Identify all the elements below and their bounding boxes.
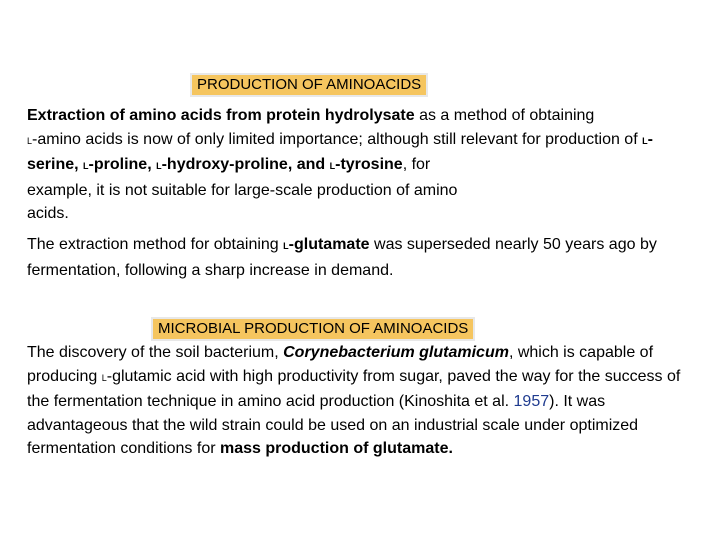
bold-mass-production: mass production of glutamate.	[220, 440, 453, 457]
text-span: -amino acids is now of only limited importance; although still relevant for production of	[32, 130, 643, 148]
text-span: The extraction method for obtaining	[27, 236, 284, 253]
small-caps-l: L	[101, 372, 107, 383]
bold-hydroxy-proline: -hydroxy-proline, and	[161, 156, 330, 173]
bold-tyrosine: -tyrosine	[335, 156, 403, 173]
paragraph-glutamate-extraction	[27, 233, 697, 282]
bold-serine: -serine,	[27, 130, 653, 173]
text-span: as a method of obtaining	[414, 107, 595, 124]
organism-name: Corynebacterium glutamicum	[283, 344, 509, 361]
bold-proline: -proline,	[88, 156, 157, 173]
small-caps-l: L	[642, 135, 648, 146]
heading-production-of-aminoacids: PRODUCTION OF AMINOACIDS	[190, 73, 428, 97]
small-caps-l: L	[283, 241, 289, 251]
text-span: , which is capable of producing	[27, 344, 654, 385]
text-span: -glutamic acid with high productivity from sugar, paved the way for the success of the fermentation technique in amino acid production (Kinoshita et al.	[27, 367, 681, 410]
citation-year-link[interactable]: 1957	[513, 393, 550, 410]
small-caps-l: L	[156, 161, 162, 171]
bold-glutamate: -glutamate	[288, 236, 370, 253]
bold-extraction-phrase: Extraction of amino acids from protein hydrolysate	[27, 107, 415, 124]
text-span: The discovery of the soil bacterium,	[27, 344, 284, 361]
small-caps-l: L	[27, 135, 33, 146]
paragraph-microbial-discovery	[27, 341, 697, 461]
text-span: example, it is not suitable for large-scale production of amino	[27, 181, 458, 199]
text-span: was superseded nearly 50 years ago by fermentation, following a sharp increase in demand.	[27, 236, 657, 279]
text-span: ). It was advantageous that the wild strain could be used on an industrial scale under optimized fermentation conditions for	[27, 393, 639, 457]
text-span: , for	[402, 156, 431, 173]
text-span: acids.	[27, 205, 69, 222]
paragraph-extraction	[27, 104, 697, 226]
heading-microbial-production: MICROBIAL PRODUCTION OF AMINOACIDS	[151, 317, 475, 341]
small-caps-l: L	[83, 161, 89, 171]
small-caps-l: L	[329, 161, 336, 171]
